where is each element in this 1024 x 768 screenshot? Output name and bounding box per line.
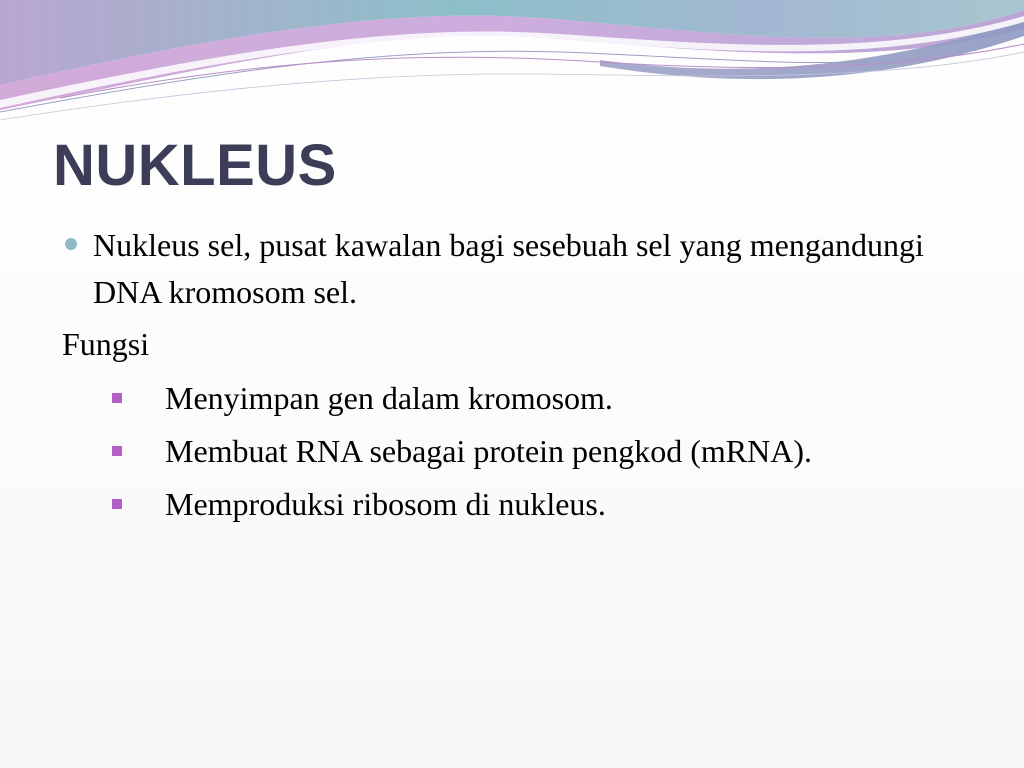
- fungsi-heading: Fungsi: [62, 326, 150, 362]
- fungsi-list-item: [62, 428, 982, 475]
- slide-body: [62, 222, 982, 534]
- square-bullet-icon: [112, 393, 122, 403]
- fungsi-item-text: Membuat RNA sebagai protein pengkod (mRNA).: [165, 433, 812, 469]
- round-bullet-icon: [65, 238, 77, 250]
- fungsi-list-item: [62, 481, 982, 528]
- fungsi-item-text: Menyimpan gen dalam kromosom.: [165, 380, 613, 416]
- square-bullet-icon: [112, 446, 122, 456]
- bullet-point: [62, 222, 982, 316]
- fungsi-list: [62, 375, 982, 528]
- bullet-text: Nukleus sel, pusat kawalan bagi sesebuah sel yang mengandungi DNA kromosom sel.: [93, 227, 924, 310]
- square-bullet-icon: [112, 499, 122, 509]
- fungsi-list-item: [62, 375, 982, 422]
- fungsi-item-text: Memproduksi ribosom di nukleus.: [165, 486, 606, 522]
- decorative-header-swoosh: [0, 0, 1024, 125]
- slide-title: NUKLEUS: [53, 133, 337, 198]
